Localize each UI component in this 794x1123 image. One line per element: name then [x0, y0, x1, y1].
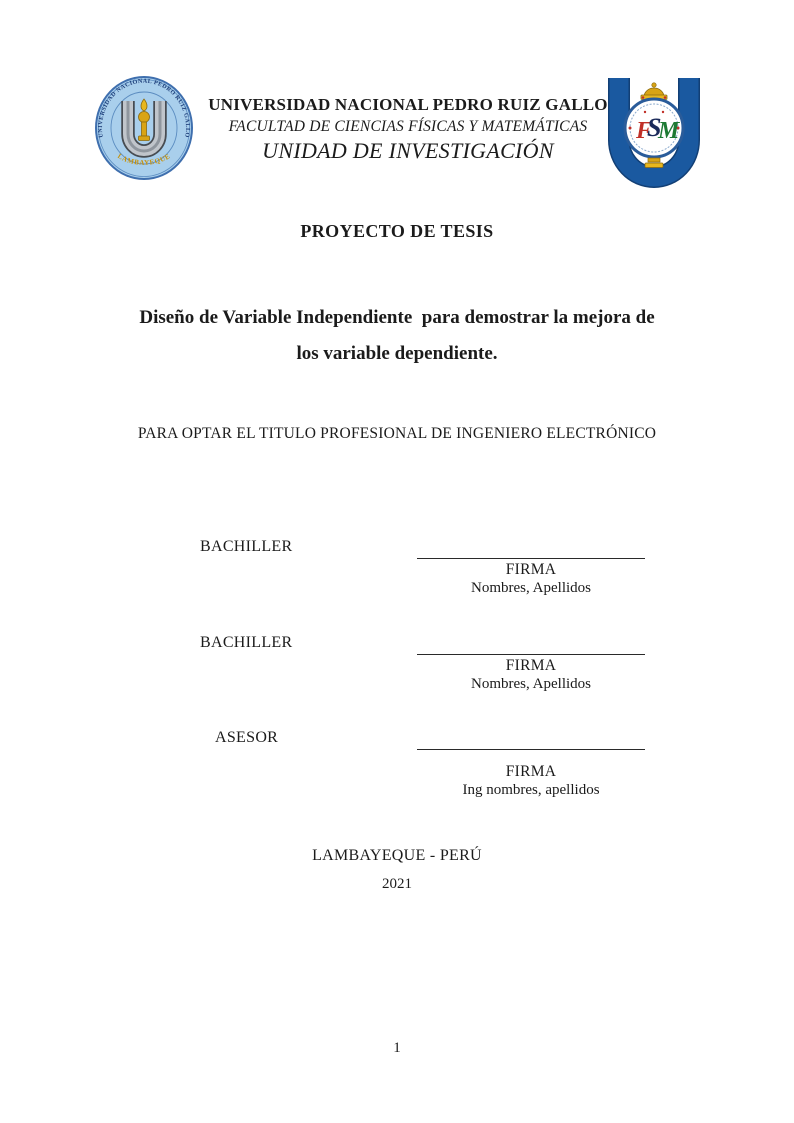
page-number: 1 — [393, 1040, 401, 1056]
signature-role-label: BACHILLER — [200, 538, 293, 555]
thesis-title-line1: Diseño de Variable Independiente para demostrar la mejora de — [139, 307, 655, 328]
signature-block-bachiller-1 — [0, 537, 794, 617]
emblem-letter-s: S — [647, 113, 662, 142]
university-name: UNIVERSIDAD NACIONAL PEDRO RUIZ GALLO — [208, 95, 608, 114]
signature-line — [417, 558, 645, 559]
signer-name-placeholder: Ing nombres, apellidos — [462, 782, 600, 798]
firma-label: FIRMA — [505, 763, 557, 780]
research-unit-name: UNIDAD DE INVESTIGACIÓN — [262, 138, 554, 163]
signature-line — [417, 749, 645, 750]
signature-block-bachiller-2 — [0, 633, 794, 713]
emblem-letter-f: F — [636, 118, 653, 144]
signature-area — [417, 633, 645, 693]
signature-role-label: BACHILLER — [200, 634, 293, 651]
thesis-title-line2: los variable dependiente. — [296, 343, 498, 364]
faculty-name: FACULTAD DE CIENCIAS FÍSICAS Y MATEMÁTICAS — [228, 118, 588, 135]
emblem-circle — [625, 99, 683, 157]
emblem-pedestal-icon — [645, 158, 663, 168]
signer-name-placeholder: Nombres, Apellidos — [471, 580, 591, 596]
signature-line — [417, 654, 645, 655]
signature-block-asesor — [0, 728, 794, 808]
signature-role-label: ASESOR — [215, 729, 279, 746]
emblem-letter-m: M — [658, 118, 680, 144]
seal-ring-text: UNIVERSIDAD NACIONAL PEDRO RUIZ GALLO — [97, 78, 191, 138]
firma-label: FIRMA — [505, 657, 557, 674]
facfym-logo-icon — [608, 76, 700, 192]
document-kind-heading: PROYECTO DE TESIS — [300, 221, 494, 241]
degree-statement: PARA OPTAR EL TITULO PROFESIONAL DE INGENIERO ELECTRÓNICO — [137, 425, 657, 442]
emblem-crown-icon — [641, 83, 667, 100]
footer-year: 2021 — [382, 876, 412, 892]
seal-bottom-text: LAMBAYEQUE — [116, 152, 172, 167]
signer-name-placeholder: Nombres, Apellidos — [471, 676, 591, 692]
signature-area — [417, 537, 645, 597]
header-text-block — [178, 94, 638, 164]
footer-location: LAMBAYEQUE - PERÚ — [312, 847, 482, 864]
signature-area — [417, 728, 645, 799]
firma-label: FIRMA — [505, 561, 557, 578]
